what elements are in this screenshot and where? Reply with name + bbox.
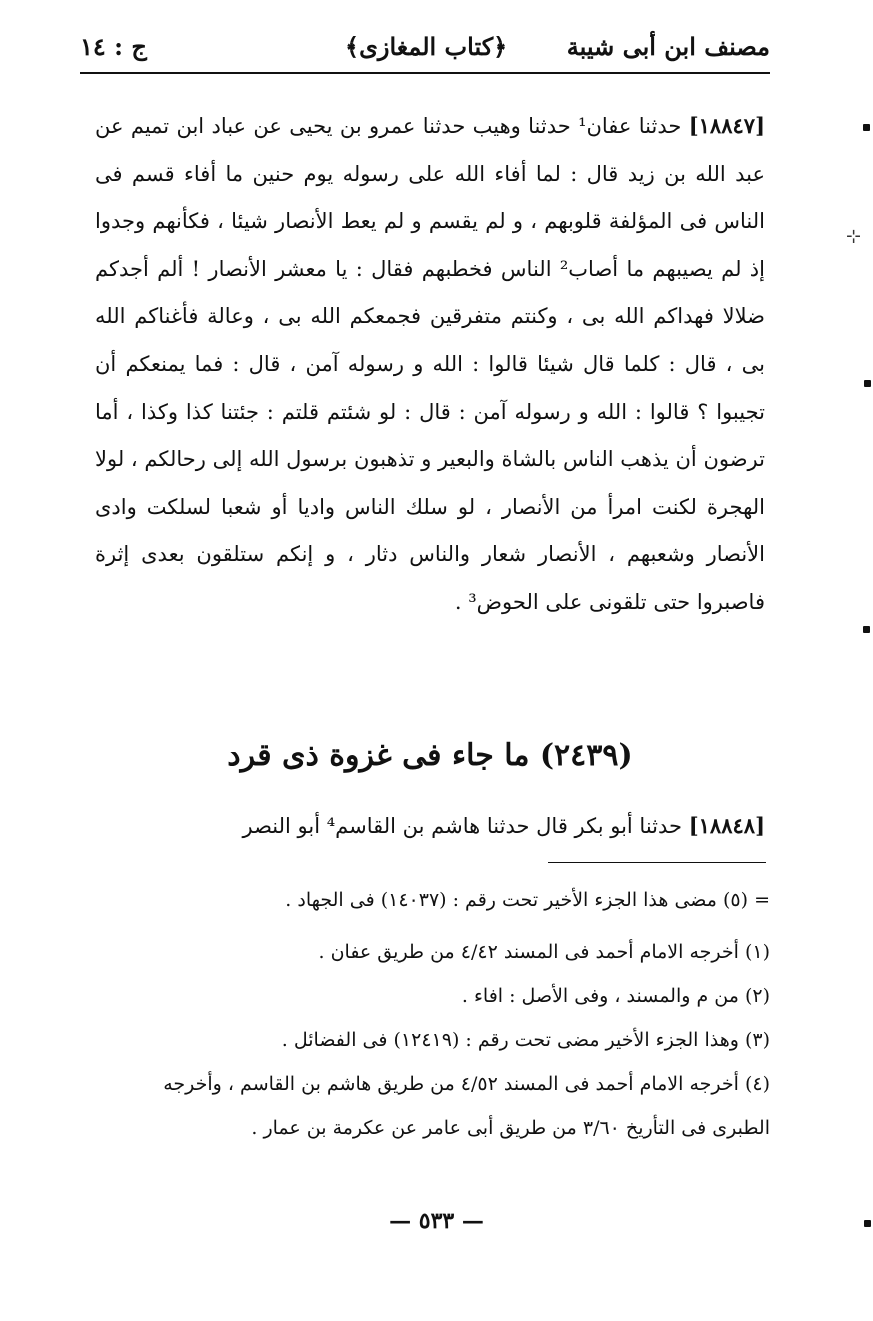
hadith-number: [١٨٨٤٧] — [688, 113, 765, 138]
hadith-18847 — [95, 102, 765, 627]
header-rule — [80, 72, 770, 74]
hadith-text: حدثنا عفان¹ حدثنا وهيب حدثنا عمرو بن يحيى عن عباد ابن تميم عن عبد الله بن زيد قال : لما أفاء الله على رسوله يوم حنين ما أفاء قسم فى الناس فى المؤلفة قلوبهم ، و لم يقسم و لم يعط الأنصار شيئا ، فكأنهم وجدوا إذ لم يصيبهم ما أصاب² الناس فخطبهم فقال : يا معشر الأنصار ! ألم أجدكم ضلالا فهداكم الله بى ، وكنتم متفرقين فجمعكم الله بى ، وعالة فأغناكم الله بى ، قال : كلما قال شيئا قالوا : الله و رسوله آمن ، قال : فما يمنعكم أن تجيبوا ؟ قالوا : الله و رسوله آمن : قال : لو شئتم قلتم : جئتنا كذا وكذا ، أما ترضون أن يذهب الناس بالشاة والبعير و تذهبون برسول الله إلى رحالكم ، لولا الهجرة لكنت امرأ من الأنصار ، لو سلك الناس واديا أو شعبا لسلكت وادى الأنصار وشعبهم ، الأنصار شعار والناس دثار ، و إنكم ستلقون بعدى إثرة فاصبروا حتى تلقونى على الحوض³ . — [95, 114, 765, 614]
footnote-divider — [548, 862, 766, 863]
footnote-3: (٣) وهذا الجزء الأخير مضى تحت رقم : (١٢٤١٩) فى الفضائل . — [281, 1029, 770, 1051]
running-header — [80, 28, 770, 72]
chapter-title: ﴿كتاب المغازى﴾ — [345, 32, 508, 61]
margin-cross-mark: ⊹ — [846, 226, 862, 247]
footnote-continuation: = (٥) مضى هذا الجزء الأخير تحت رقم : (١٤٠٣٧) فى الجهاد . — [285, 889, 770, 911]
margin-mark — [864, 1220, 871, 1227]
margin-mark — [863, 626, 870, 633]
footnote-2: (٢) من م والمسند ، وفى الأصل : افاء . — [461, 985, 770, 1007]
margin-mark — [863, 124, 870, 131]
book-title: مصنف ابن أبى شيبة — [566, 32, 770, 61]
footnote-4-continuation: الطبرى فى التأريخ ٣/٦٠ من طريق أبى عامر عن عكرمة بن عمار . — [251, 1117, 770, 1139]
volume-number: ج : ١٤ — [80, 32, 147, 61]
section-heading: (٢٤٣٩) ما جاء فى غزوة ذى قرد — [227, 738, 633, 773]
hadith-number: [١٨٨٤٨] — [688, 813, 765, 838]
hadith-text: حدثنا أبو بكر قال حدثنا هاشم بن القاسم⁴ أبو النصر — [242, 814, 683, 838]
page-number: — ٥٣٣ — — [389, 1208, 484, 1234]
margin-mark — [864, 380, 871, 387]
footnote-4: (٤) أخرجه الامام أحمد فى المسند ٤/٥٢ من طريق هاشم بن القاسم ، وأخرجه — [163, 1073, 770, 1095]
footnotes — [100, 878, 770, 1150]
hadith-18848 — [95, 803, 765, 849]
footnote-1: (١) أخرجه الامام أحمد فى المسند ٤/٤٢ من طريق عفان . — [318, 941, 770, 963]
